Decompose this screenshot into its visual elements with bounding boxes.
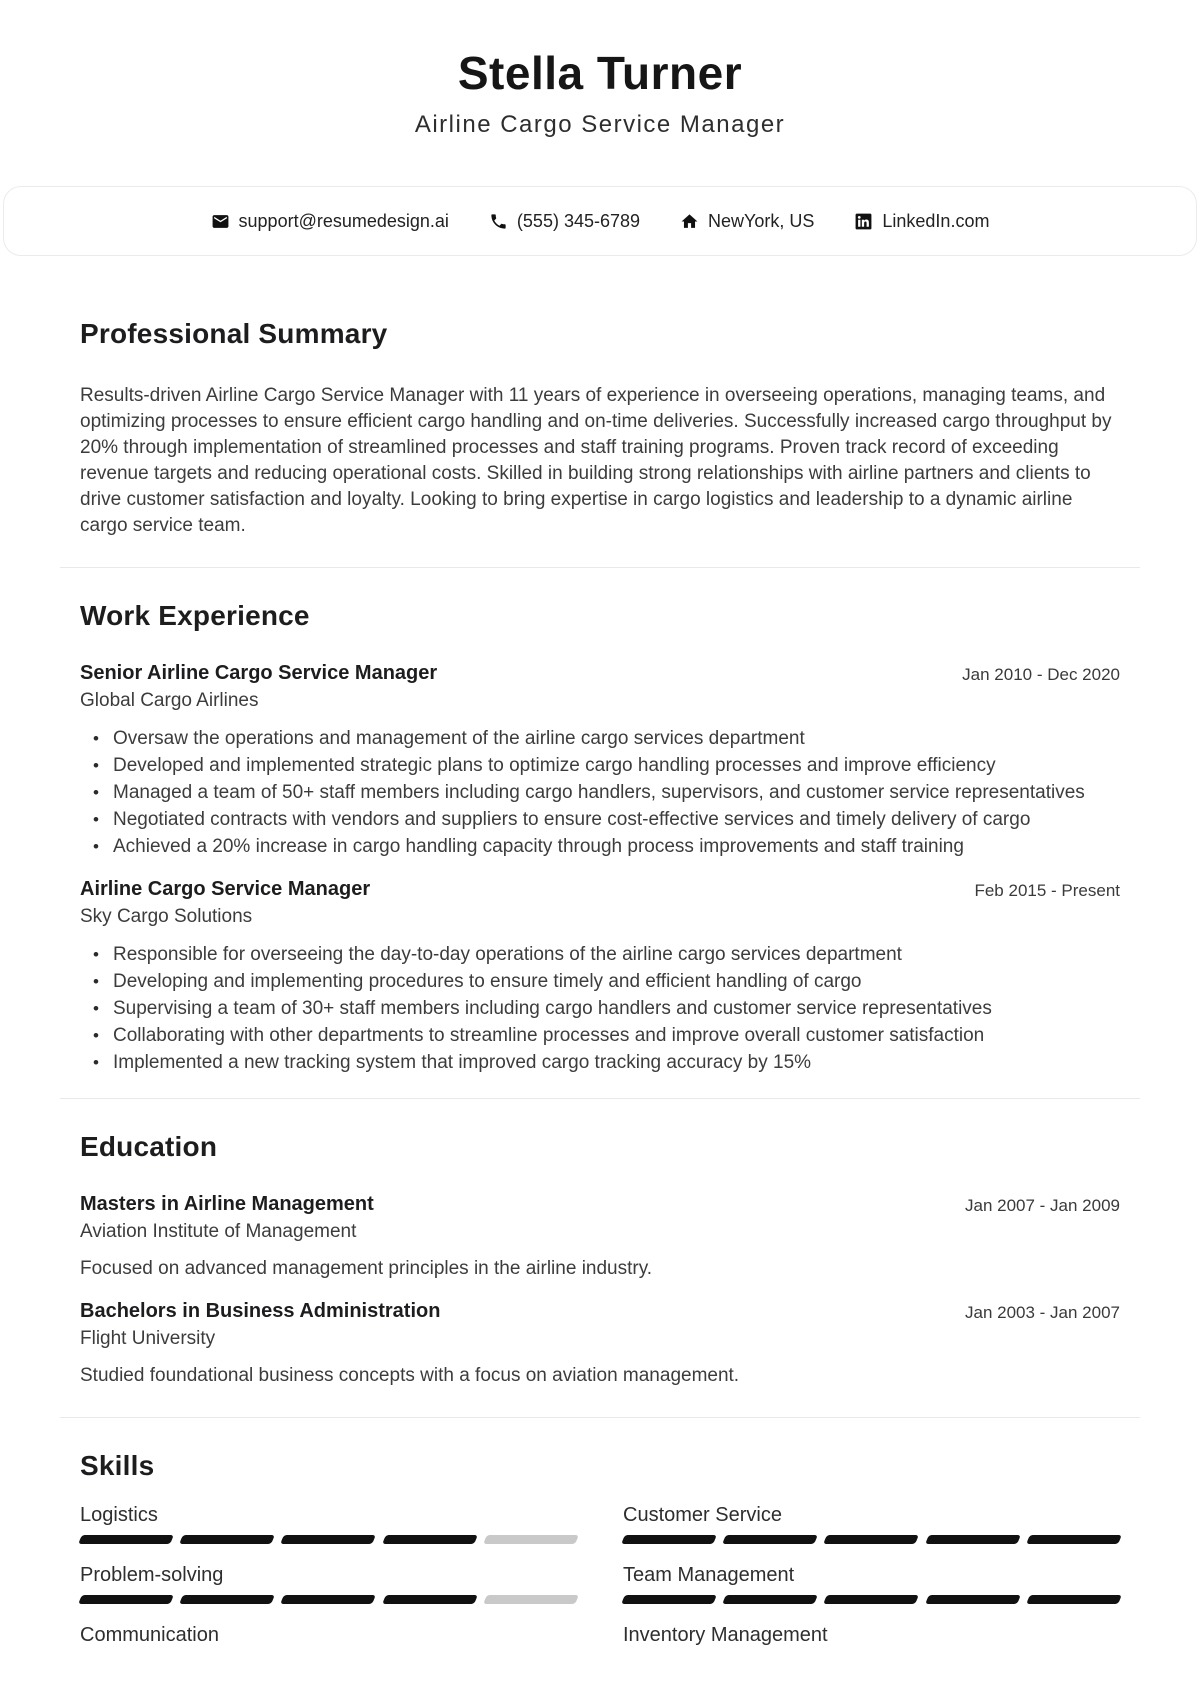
degree-dates: Jan 2003 - Jan 2007 [964,1302,1120,1322]
job-bullet-list [80,941,1120,1076]
job-company: Global Cargo Airlines [80,689,259,711]
phone-icon [489,212,508,231]
skill-bar-segment-filled [824,1535,920,1544]
job-bullet: • Implemented a new tracking system that improved cargo tracking accuracy by 15% [80,1049,1120,1076]
contact-linkedin[interactable] [854,211,989,232]
job-dates: Feb 2015 - Present [974,880,1120,900]
job-bullet: • Developed and implemented strategic plans to optimize cargo handling processes and improve efficiency [80,752,1120,779]
contact-location-text: NewYork, US [708,210,815,231]
skill-item [623,1624,1120,1664]
section-divider [60,1417,1140,1418]
skill-bar-segment-filled [824,1595,920,1604]
degree-title: Bachelors in Business Administration [80,1299,441,1322]
skill-bar [80,1595,577,1604]
section-divider [60,567,1140,568]
skill-bar-segment-filled [925,1595,1021,1604]
skill-name: Customer Service [623,1504,782,1527]
summary-text: Results-driven Airline Cargo Service Manager with 11 years of experience in overseeing operations, managing teams, and optimizing processes to ensure efficient cargo handling and on-time deliveries. Successfully increased cargo throughput by 20% through implementation of streamlined processes and staff training programs. Proven track record of exceeding revenue targets and reducing operational costs. Skilled in building strong relationships with airline partners and clients to drive customer satisfaction and loyalty. Looking to bring expertise in cargo logistics and leadership to a dynamic airline cargo service team. [80,384,1112,536]
contact-phone [489,211,640,232]
job-title: Senior Airline Cargo Service Manager [80,661,438,684]
section-education [60,1131,1140,1417]
skill-bar-segment-filled [722,1595,818,1604]
job-bullet: • Supervising a team of 30+ staff members including cargo handlers and customer service representatives [80,995,1120,1022]
skill-bar-segment-filled [621,1595,717,1604]
skill-bar [623,1655,1120,1664]
degree-entry [80,1193,1120,1282]
contact-bar [3,186,1197,256]
job-dates: Jan 2010 - Dec 2020 [962,664,1120,684]
skill-item [80,1624,577,1664]
section-divider [60,1098,1140,1099]
skill-bar-segment-filled [382,1595,478,1604]
section-professional-summary [60,318,1140,538]
skill-bar-segment-filled [1026,1595,1122,1604]
job-bullet-list [80,725,1120,860]
experience-heading: Work Experience [80,599,310,631]
skill-bar [623,1535,1120,1544]
skill-item [623,1564,1120,1604]
skills-grid [80,1504,1120,1664]
contact-email-text: support@resumedesign.ai [238,210,449,231]
contact-location [680,211,814,232]
skill-bar-segment-empty [483,1535,579,1544]
section-skills [60,1450,1140,1664]
skill-item [80,1504,577,1544]
skill-bar [80,1655,577,1664]
skill-bar-segment-filled [179,1535,275,1544]
skill-bar [80,1535,577,1544]
skill-name: Problem-solving [80,1564,224,1587]
skill-bar-segment-filled [179,1595,275,1604]
job-bullet: • Negotiated contracts with vendors and suppliers to ensure cost-effective services and timely delivery of cargo [80,806,1120,833]
degree-description: Studied foundational business concepts with a focus on aviation management. [80,1364,740,1386]
job-bullet: • Developing and implementing procedures to ensure timely and efficient handling of cargo [80,968,1120,995]
job-bullet: • Collaborating with other departments to streamline processes and improve overall customer satisfaction [80,1022,1120,1049]
resume-header [0,0,1200,139]
skill-bar-segment-filled [281,1535,377,1544]
degree-school: Flight University [80,1327,216,1349]
skill-bar-segment-filled [78,1535,174,1544]
contact-phone-text: (555) 345-6789 [516,210,641,231]
job-bullet: • Oversaw the operations and management of the airline cargo services department [80,725,1120,752]
resume-name: Stella Turner [457,47,743,99]
contact-linkedin-text: LinkedIn.com [882,210,990,231]
degree-school: Aviation Institute of Management [80,1220,357,1242]
job-title: Airline Cargo Service Manager [80,877,371,900]
skill-name: Communication [80,1624,219,1647]
linkedin-icon [854,212,873,231]
section-work-experience [60,600,1140,1098]
resume-headline: Airline Cargo Service Manager [414,110,786,138]
contact-email[interactable] [211,211,449,232]
home-icon [680,212,699,231]
degree-description: Focused on advanced management principles in the airline industry. [80,1257,653,1279]
job-bullet: • Achieved a 20% increase in cargo handling capacity through process improvements and staff training [80,833,1120,860]
skill-bar-segment-filled [281,1595,377,1604]
skill-bar-segment-filled [382,1535,478,1544]
resume-body [0,318,1200,1664]
job-entry [80,662,1120,860]
skill-bar [623,1595,1120,1604]
degree-dates: Jan 2007 - Jan 2009 [964,1195,1120,1215]
skills-heading: Skills [80,1449,155,1481]
skill-item [623,1504,1120,1544]
skill-name: Logistics [80,1504,158,1527]
skill-bar-segment-filled [722,1535,818,1544]
skill-item [80,1564,577,1604]
job-company: Sky Cargo Solutions [80,905,253,927]
skill-bar-segment-filled [1026,1535,1122,1544]
skill-bar-segment-filled [621,1535,717,1544]
skill-name: Inventory Management [623,1624,828,1647]
job-entry [80,878,1120,1076]
skill-bar-segment-filled [925,1535,1021,1544]
job-bullet: • Responsible for overseeing the day-to-day operations of the airline cargo services department [80,941,1120,968]
summary-heading: Professional Summary [80,318,388,350]
degree-title: Masters in Airline Management [80,1192,374,1215]
skill-name: Team Management [623,1564,795,1587]
education-heading: Education [80,1130,218,1162]
skill-bar-segment-filled [78,1595,174,1604]
job-bullet: • Managed a team of 50+ staff members including cargo handlers, supervisors, and customer service representatives [80,779,1120,806]
skill-bar-segment-empty [483,1595,579,1604]
envelope-icon [211,212,230,231]
degree-entry [80,1300,1120,1389]
